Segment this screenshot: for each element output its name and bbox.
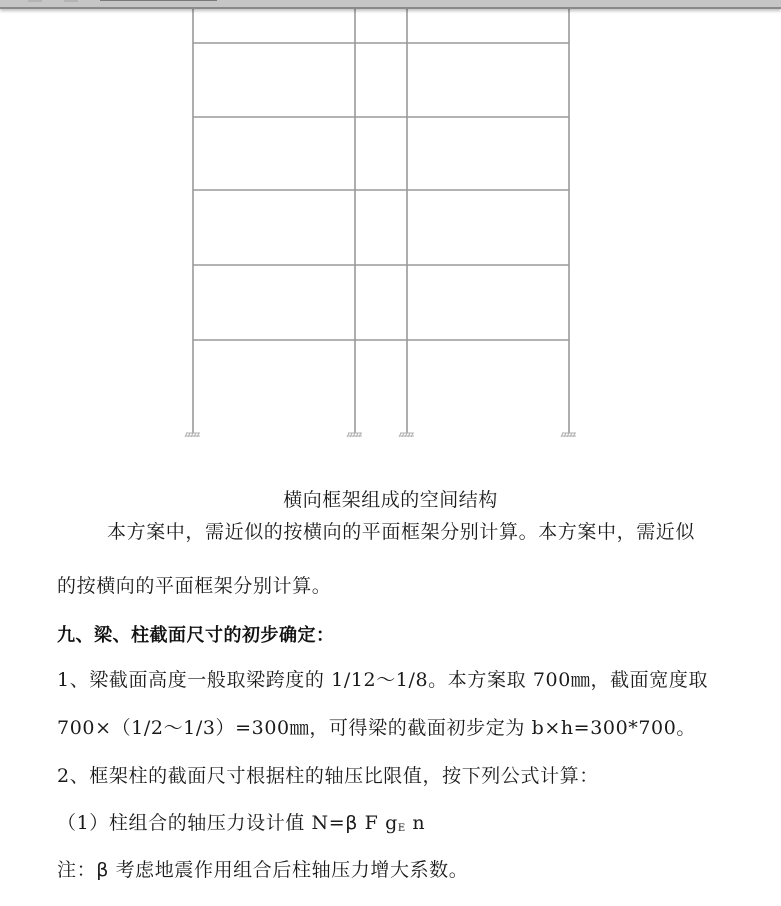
toolbar-page-field[interactable]	[100, 0, 217, 1]
formula-line	[57, 808, 425, 835]
beta-symbol: β	[345, 812, 359, 834]
fixed-support-icon	[399, 433, 414, 437]
paragraph-line: 的按横向的平面框架分别计算。	[57, 575, 332, 597]
formula-F: F	[358, 812, 386, 834]
figure-caption: 横向框架组成的空间结构	[283, 489, 498, 511]
note-line	[57, 855, 468, 882]
toolbar-button-1[interactable]	[28, 0, 42, 2]
item-2: 2、框架柱的截面尺寸根据柱的轴压比限值，按下列公式计算：	[57, 765, 599, 787]
frame-structure-diagram	[0, 9, 781, 449]
toolbar-button-2[interactable]	[64, 0, 78, 2]
note-text: 考虑地震作用组合后柱轴压力增大系数。	[108, 859, 469, 881]
paragraph-line: 本方案中，需近似的按横向的平面框架分别计算。本方案中，需近似	[107, 521, 696, 543]
viewer-toolbar	[0, 0, 781, 9]
formula-n: n	[405, 812, 426, 834]
fixed-support-icon	[185, 433, 200, 437]
fixed-support-icon	[347, 433, 362, 437]
formula-prefix: （1）柱组合的轴压力设计值 N=	[57, 812, 346, 834]
item-1-line-2: 700×（1/2～1/3）=300㎜，可得梁的截面初步定为 b×h=300*700。	[57, 717, 697, 739]
formula-g-subscript: E	[397, 823, 406, 834]
document-page	[0, 9, 781, 906]
beta-symbol: β	[96, 859, 109, 881]
section-heading: 九、梁、柱截面尺寸的初步确定：	[57, 625, 335, 646]
item-1-line-1: 1、梁截面高度一般取梁跨度的 1/12～1/8。本方案取 700㎜，截面宽度取	[57, 669, 709, 691]
formula-g: g	[385, 812, 398, 834]
note-prefix: 注：	[57, 859, 97, 881]
fixed-support-icon	[561, 433, 576, 437]
